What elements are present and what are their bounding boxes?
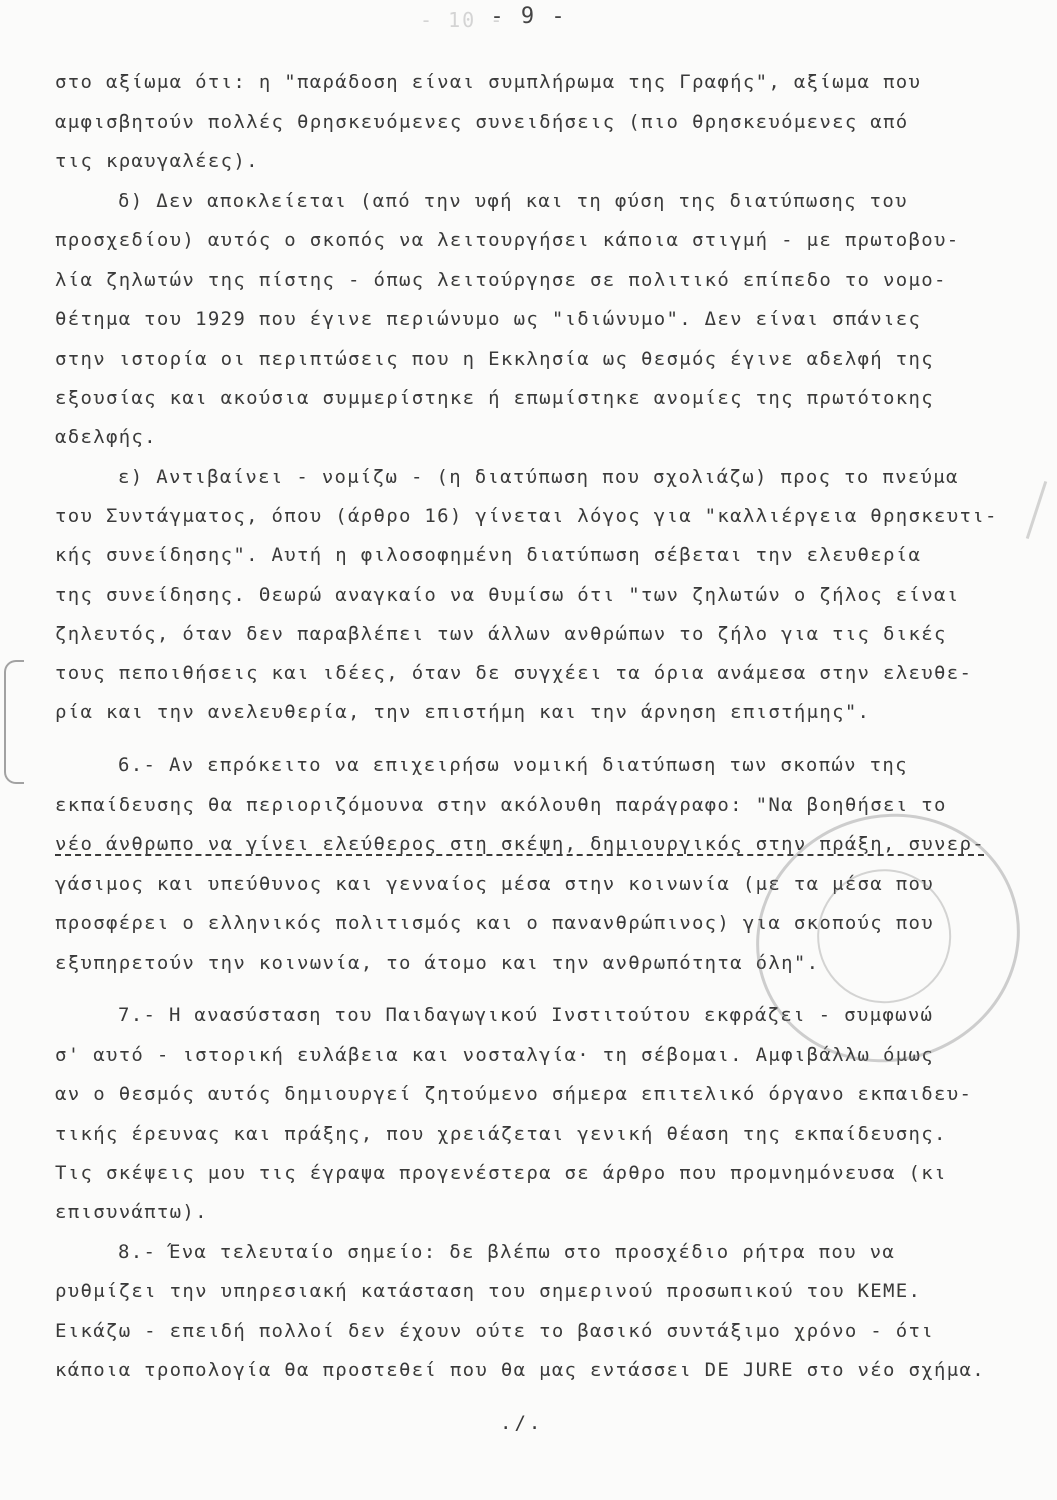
- text-line: τικής έρευνας και πράξης, που χρειάζεται γενική θέαση της εκπαίδευσης.: [55, 1123, 947, 1145]
- text-line: τις κραυγαλέες).: [55, 150, 259, 172]
- text-line: 7.- Η ανασύσταση του Παιδαγωγικού Ινστιτούτου εκφράζει - συμφωνώ: [118, 1004, 934, 1026]
- text-line: τους πεποιθήσεις και ιδέες, όταν δε συγχέει τα όρια ανάμεσα στην ελευθε-: [55, 662, 973, 684]
- margin-bracket-mark: [4, 660, 24, 784]
- text-line: αδελφής.: [55, 426, 157, 448]
- text-line: κής συνείδησης". Αυτή η φιλοσοφημένη διατύπωση σέβεται την ελευθερία: [55, 544, 922, 566]
- text-line: κάποια τροπολογία θα προστεθεί που θα μας εντάσσει DE JURE στο νέο σχήμα.: [55, 1359, 985, 1381]
- text-line: στην ιστορία οι περιπτώσεις που η Εκκλησία ως θεσμός έγινε αδελφή της: [55, 348, 934, 370]
- text-line: αν ο θεσμός αυτός δημιουργεί ζητούμενο σήμερα επιτελικό όργανο εκπαιδευ-: [55, 1083, 973, 1105]
- text-line: ε) Αντιβαίνει - νομίζω - (η διατύπωση που σχολιάζω) προς το πνεύμα: [118, 466, 959, 488]
- text-line: Εικάζω - επειδή πολλοί δεν έχουν ούτε το βασικό συντάξιμο χρόνο - ότι: [55, 1320, 934, 1342]
- text-line: προσφέρει ο ελληνικός πολιτισμός και ο πανανθρώπινος) για σκοπούς που: [55, 912, 934, 934]
- text-line: εκπαίδευσης θα περιοριζόμουνα στην ακόλουθη παράγραφο: "Να βοηθήσει το: [55, 794, 947, 816]
- text-line: ρυθμίζει την υπηρεσιακή κατάσταση του σημερινού προσωπικού του ΚΕΜΕ.: [55, 1280, 922, 1302]
- text-line: επισυνάπτω).: [55, 1201, 208, 1223]
- text-line: Τις σκέψεις μου τις έγραψα προγενέστερα σε άρθρο που προμνημόνευσα (κι: [55, 1162, 947, 1184]
- text-line: αμφισβητούν πολλές θρησκευόμενες συνειδήσεις (πιο θρησκευόμενες από: [55, 111, 909, 133]
- text-line: 6.- Αν επρόκειτο να επιχειρήσω νομική διατύπωση των σκοπών της: [118, 754, 908, 776]
- bleed-through-page-number: - 10 -: [420, 8, 505, 32]
- text-line: δ) Δεν αποκλείεται (από την υφή και τη φύση της διατύπωσης του: [118, 190, 908, 212]
- text-line: στο αξίωμα ότι: η "παράδοση είναι συμπλήρωμα της Γραφής", αξίωμα που: [55, 71, 922, 93]
- text-line: του Συντάγματος, όπου (άρθρο 16) γίνεται λόγος για "καλλιέργεια θρησκευτι-: [55, 505, 998, 527]
- text-line: εξυπηρετούν την κοινωνία, το άτομο και την ανθρωπότητα όλη".: [55, 952, 820, 974]
- text-line: σ' αυτό - ιστορική ευλάβεια και νοσταλγία· τη σέβομαι. Αμφιβάλλω όμως: [55, 1044, 934, 1066]
- text-line: 8.- Ένα τελευταίο σημείο: δε βλέπω στο προσχέδιο ρήτρα που να: [118, 1241, 896, 1263]
- end-mark: ./.: [500, 1412, 544, 1434]
- text-line: προσχεδίου) αυτός ο σκοπός να λειτουργήσει κάποια στιγμή - με πρωτοβου-: [55, 229, 960, 251]
- text-line: της συνείδησης. Θεωρώ αναγκαίο να θυμίσω ότι "των ζηλωτών ο ζήλος είναι: [55, 584, 960, 606]
- text-line: ρία και την ανελευθερία, την επιστήμη και την άρνηση επιστήμης".: [55, 701, 871, 723]
- text-line: εξουσίας και ακούσια συμμερίστηκε ή επωμίστηκε ανομίες της πρωτότοκης: [55, 387, 934, 409]
- text-line-underlined: νέο άνθρωπο να γίνει ελεύθερος στη σκέψη, δημιουργικός στην πράξη, συνερ-: [55, 833, 985, 855]
- margin-pen-stroke: [1026, 481, 1047, 539]
- text-line: γάσιμος και υπεύθυνος και γενναίος μέσα στην κοινωνία (με τα μέσα που: [55, 873, 934, 895]
- text-line: ζηλευτός, όταν δεν παραβλέπει των άλλων ανθρώπων το ζήλο για τις δικές: [55, 623, 947, 645]
- text-line: θέτημα του 1929 που έγινε περιώνυμο ως "ιδιώνυμο". Δεν είναι σπάνιες: [55, 308, 922, 330]
- stamp-inner-ring: [798, 850, 970, 1022]
- text-line: λία ζηλωτών της πίστης - όπως λειτούργησε σε πολιτικό επίπεδο το νομο-: [55, 269, 947, 291]
- page-number: - 9 -: [490, 4, 567, 29]
